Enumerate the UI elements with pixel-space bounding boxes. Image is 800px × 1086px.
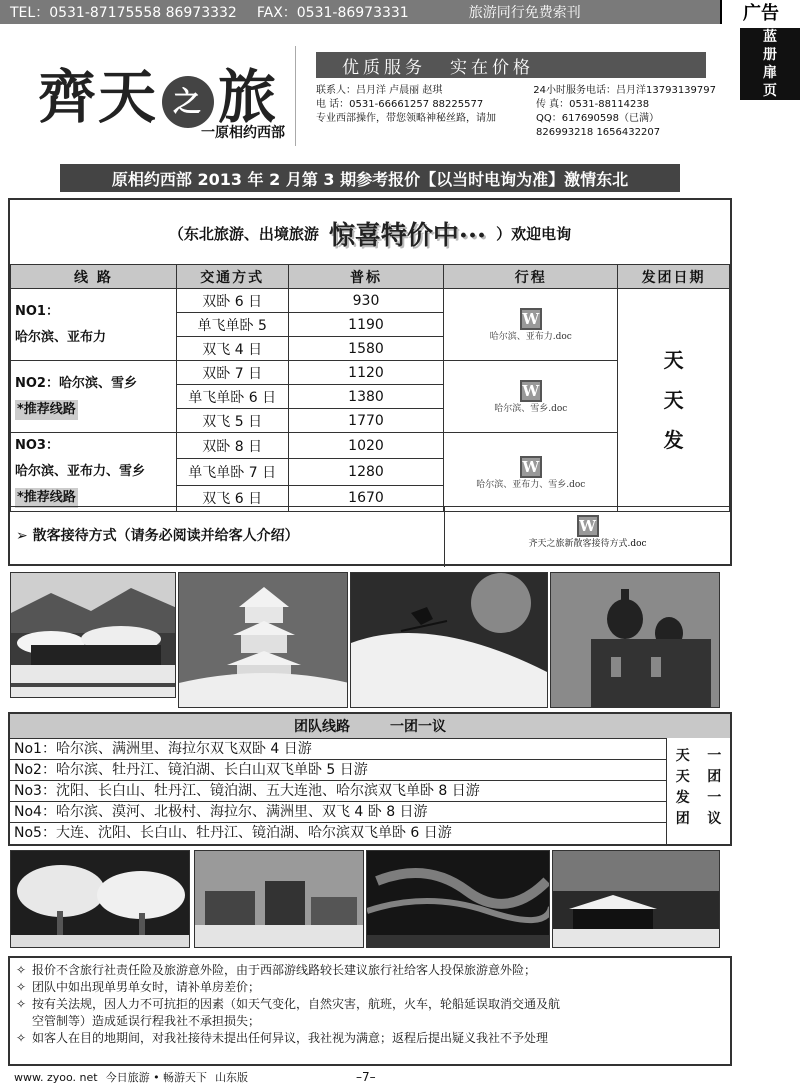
promo-intro — [10, 208, 730, 258]
individual-reception-row — [10, 506, 730, 566]
route-cell — [11, 289, 177, 361]
note-text: 团队中如出现单男单女时，请补单房差价； — [32, 980, 261, 994]
photo-snow-cabin — [552, 850, 720, 948]
doc-filename: 哈尔滨、亚布力.doc — [489, 332, 572, 342]
departure-daily — [618, 289, 730, 512]
transport-mode: 双飞 5 日 — [176, 409, 288, 433]
route-name: 哈尔滨、亚布力、雪乡 — [15, 464, 146, 479]
footer-slogan: 今日旅游 • 畅游天下 — [105, 1071, 208, 1084]
snow-cabin-image — [553, 851, 720, 948]
side-char: 团 — [675, 811, 690, 827]
list-item: No2：哈尔滨、牡丹江、镜泊湖、长白山双飞单卧 5 日游 — [10, 759, 666, 780]
aurora-image — [367, 851, 550, 948]
cathedral-image — [551, 573, 720, 708]
daily-char: 天 — [663, 348, 684, 372]
service-slogan — [316, 52, 706, 78]
price: 930 — [288, 289, 444, 313]
transport-mode: 双卧 7 日 — [176, 361, 288, 385]
skier-image — [351, 573, 548, 708]
photo-cathedral — [550, 572, 720, 708]
list-item: No5：大连、沈阳、长白山、牡丹江、镜泊湖、哈尔滨双飞单卧 6 日游 — [10, 822, 666, 843]
side-char: 议 — [707, 811, 722, 827]
price: 1670 — [288, 485, 444, 511]
bullet-icon: ✧ — [16, 1031, 27, 1045]
issue-title: 原相约西部 2013 年 2 月第 3 期参考报价【以当时电询为准】激情东北 — [60, 164, 680, 192]
list-item: No4：哈尔滨、漠河、北极村、海拉尔、满洲里、双飞 4 卧 8 日游 — [10, 801, 666, 822]
price: 1380 — [288, 385, 444, 409]
contact-line: 专业西部操作，带您领略神秘丝路，请加 — [316, 113, 496, 124]
itinerary-doc-link[interactable] — [444, 433, 618, 512]
note-item — [16, 962, 724, 979]
snow-town-image — [195, 851, 364, 948]
photo-snow-village — [10, 572, 176, 698]
recommended-badge: *推荐线路 — [15, 488, 78, 508]
col-header: 线 路 — [11, 265, 177, 289]
col-header: 发团日期 — [618, 265, 730, 289]
list-item: No1：哈尔滨、满洲里、海拉尔双飞双卧 4 日游 — [10, 738, 666, 759]
top-fax: FAX：0531-86973331 — [256, 5, 409, 21]
logo-wordmark: 齊天 之 旅 — [38, 63, 279, 131]
word-doc-icon: W — [520, 456, 542, 478]
page-number: –7– — [356, 1070, 376, 1084]
note-continuation: 空管制等）造成延误行程我社不承担损失； — [32, 1014, 261, 1028]
frost-trees-image — [11, 851, 190, 948]
route-number: NO3： — [15, 438, 59, 453]
price: 1770 — [288, 409, 444, 433]
price: 1190 — [288, 313, 444, 337]
route-cell — [11, 361, 177, 433]
page-footer — [0, 1068, 800, 1086]
top-tel: TEL：0531-87175558 86973332 — [10, 5, 237, 21]
bullet-icon: ✧ — [16, 980, 27, 994]
ad-tag: 广告 — [720, 0, 800, 24]
word-doc-icon: W — [520, 380, 542, 402]
photo-frost-trees — [10, 850, 190, 948]
note-item — [16, 996, 724, 1013]
footer-site: www. zyoo. net — [14, 1070, 98, 1084]
side-char: 一 — [707, 748, 722, 764]
route-number: NO2： — [15, 375, 59, 391]
note-text: 按有关法规，因人力不可抗拒的因素（如天气变化，自然灾害，航班，火车，轮船延误取消交通及航 — [32, 997, 561, 1011]
special-offer-banner: 惊喜特价中··· — [328, 220, 487, 251]
side-char: 天 — [675, 748, 690, 764]
table-header-row — [11, 265, 730, 289]
reception-doc-link[interactable] — [444, 507, 730, 567]
team-header-note: 一团一议 — [390, 719, 446, 735]
col-header: 普标 — [288, 265, 444, 289]
side-tab-char: 册 — [763, 47, 777, 63]
top-contact-bar — [0, 0, 720, 24]
table-row — [11, 289, 730, 313]
company-logo — [38, 46, 296, 146]
price: 1120 — [288, 361, 444, 385]
intro-text: （东北旅游、出境旅游 — [168, 224, 319, 243]
side-tab-char: 扉 — [763, 65, 777, 81]
note-item — [16, 1030, 724, 1047]
side-char: 团 — [707, 769, 722, 785]
team-route-list — [10, 738, 666, 843]
itinerary-doc-link[interactable] — [444, 361, 618, 433]
terms-notes — [8, 956, 732, 1066]
route-cell — [11, 433, 177, 512]
contact-info — [316, 84, 716, 140]
top-slogan: 旅游同行免费索刊 — [468, 5, 581, 21]
col-header: 行程 — [444, 265, 618, 289]
contact-line: QQ：617690598（已满） — [536, 113, 660, 124]
side-tab — [740, 28, 800, 100]
transport-mode: 单飞单卧 7 日 — [176, 459, 288, 485]
price: 1580 — [288, 337, 444, 361]
contact-line: 826993218 1656432207 — [536, 127, 661, 138]
photo-ice-tower — [178, 572, 348, 708]
recommended-badge: *推荐线路 — [15, 400, 78, 420]
side-char: 发 — [675, 790, 690, 806]
contact-line: 传 真：0531-88114238 — [536, 99, 650, 110]
snow-village-image — [11, 573, 176, 698]
intro-text: ）欢迎电询 — [496, 224, 572, 243]
bullet-icon: ✧ — [16, 997, 27, 1011]
photo-skier — [350, 572, 548, 708]
reception-note: ➢ 散客接待方式（请务必阅读并给客人介绍） — [16, 528, 299, 544]
contact-line: 联系人：吕月洋 卢晨丽 赵琪 — [316, 85, 443, 96]
transport-mode: 双卧 6 日 — [176, 289, 288, 313]
slogan-part: 实在价格 — [450, 57, 534, 78]
footer-region: 山东版 — [215, 1071, 249, 1084]
col-header: 交通方式 — [176, 265, 288, 289]
daily-char: 天 — [663, 388, 684, 412]
side-tab-char: 蓝 — [763, 29, 777, 45]
bullet-icon: ✧ — [16, 963, 27, 977]
word-doc-icon: W — [577, 515, 599, 537]
contact-line: 24小时服务电话：吕月洋13793139797 — [533, 85, 716, 96]
logo-subtitle: 一原相约西部 — [201, 125, 285, 141]
transport-mode: 双飞 4 日 — [176, 337, 288, 361]
route-number: NO1： — [15, 303, 59, 319]
word-doc-icon: W — [520, 308, 542, 330]
route-name: 哈尔滨、雪乡 — [58, 375, 137, 391]
transport-mode: 双卧 8 日 — [176, 433, 288, 459]
price-table — [10, 264, 730, 512]
contact-line — [316, 126, 536, 140]
side-char: 一 — [707, 790, 722, 806]
team-departure-note — [666, 738, 730, 844]
price: 1280 — [288, 459, 444, 485]
team-routes-section — [8, 712, 732, 846]
list-item: No3：沈阳、长白山、牡丹江、镜泊湖、五大连池、哈尔滨双飞单卧 8 日游 — [10, 780, 666, 801]
note-item — [16, 979, 724, 996]
contact-line: 电 话：0531-66661257 88225577 — [316, 99, 484, 110]
team-header-title: 团队线路 — [294, 719, 350, 735]
team-routes-header — [10, 714, 730, 738]
transport-mode: 双飞 6 日 — [176, 485, 288, 511]
slogan-part: 优质服务 — [342, 57, 426, 78]
photo-aurora — [366, 850, 550, 948]
price: 1020 — [288, 433, 444, 459]
doc-filename: 齐天之旅新散客接待方式.doc — [528, 539, 647, 549]
itinerary-doc-link[interactable] — [444, 289, 618, 361]
header — [0, 46, 730, 152]
daily-char: 发 — [663, 428, 684, 452]
transport-mode: 单飞单卧 5 — [176, 313, 288, 337]
route-name: 哈尔滨、亚布力 — [15, 329, 107, 345]
transport-mode: 单飞单卧 6 日 — [176, 385, 288, 409]
side-char: 天 — [675, 769, 690, 785]
route-price-section — [8, 198, 732, 566]
photo-snow-town — [194, 850, 364, 948]
ice-tower-image — [179, 573, 348, 708]
doc-filename: 哈尔滨、亚布力、雪乡.doc — [476, 479, 586, 490]
doc-filename: 哈尔滨、雪乡.doc — [494, 404, 568, 414]
side-tab-char: 页 — [763, 83, 777, 99]
note-text: 如客人在目的地期间，对我社接待未提出任何异议，我社视为满意；返程后提出疑义我社不予处理 — [32, 1031, 549, 1045]
note-text: 报价不含旅行社责任险及旅游意外险，由于西部游线路较长建议旅行社给客人投保旅游意外险； — [32, 963, 537, 977]
